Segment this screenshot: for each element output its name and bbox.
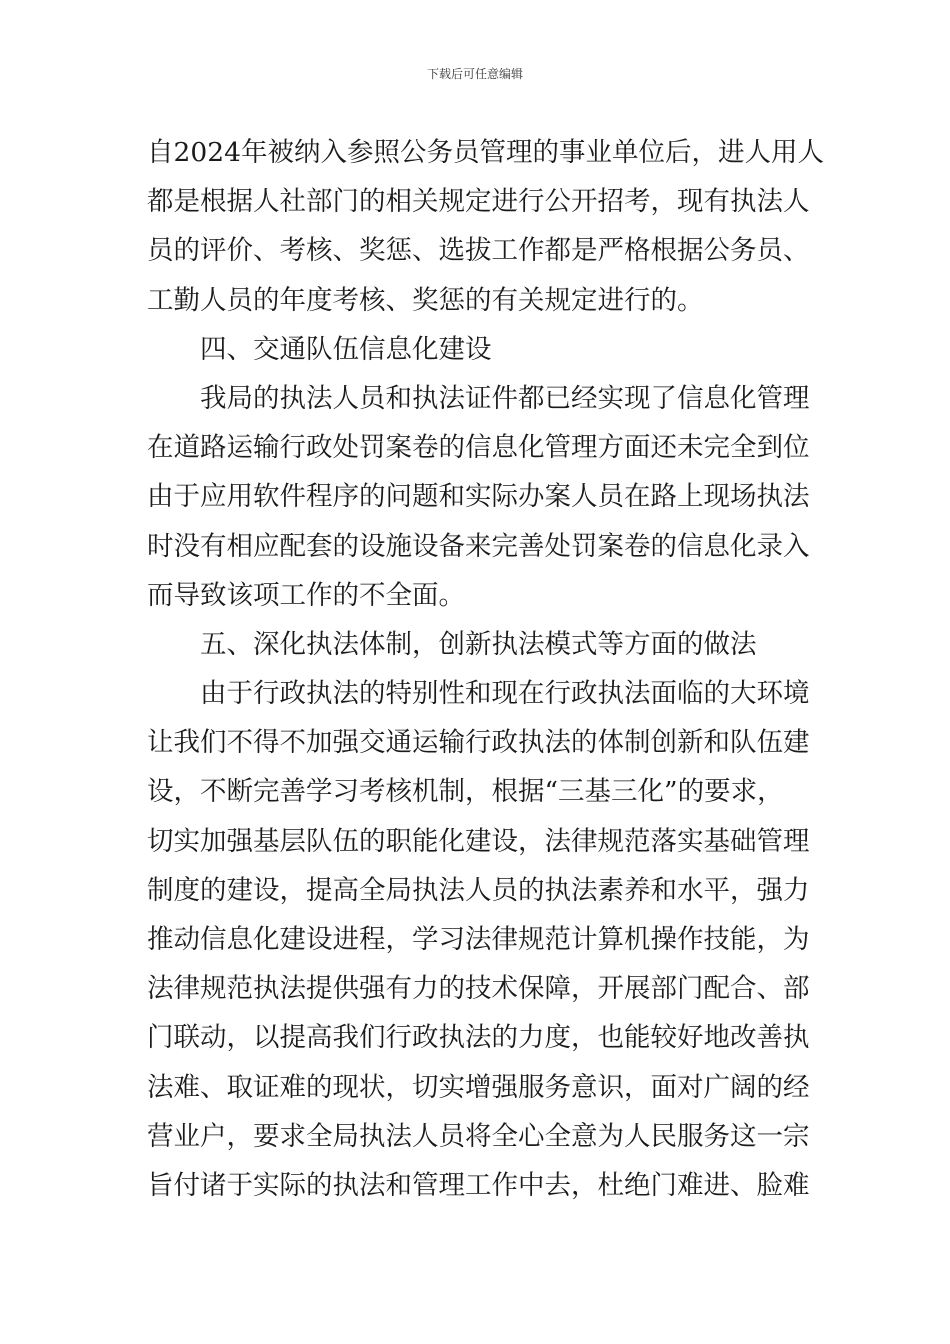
text-line-13: 让我们不得不加强交通运输行政执法的体制创新和队伍建: [147, 727, 810, 759]
text-line-20: 法难、取证难的现状，切实增强服务意识，面对广阔的经: [147, 1071, 810, 1103]
text-line-10: 而导致该项工作的不全面。: [147, 579, 465, 611]
text-line-14: 设，不断完善学习考核机制，根据“三基三化”的要求，: [147, 776, 784, 808]
text-line-1: 自2024年被纳入参照公务员管理的事业单位后，进人用人: [147, 137, 824, 168]
text-line-22: 旨付诸于实际的执法和管理工作中去，杜绝门难进、脸难: [147, 1169, 810, 1201]
text-line-17: 推动信息化建设进程，学习法律规范计算机操作技能，为: [147, 924, 810, 955]
text-line-18: 法律规范执法提供强有力的技术保障，开展部门配合、部: [147, 973, 810, 1005]
section-heading-4: 四、交通队伍信息化建设: [200, 333, 492, 365]
text-line-19: 门联动，以提高我们行政执法的力度，也能较好地改善执: [147, 1022, 810, 1054]
text-line-7: 在道路运输行政处罚案卷的信息化管理方面还未完全到位: [147, 432, 810, 464]
section-heading-5: 五、深化执法体制，创新执法模式等方面的做法: [200, 628, 757, 660]
text-line-16: 制度的建设，提高全局执法人员的执法素养和水平，强力: [147, 874, 810, 906]
document-body: [147, 128, 824, 1210]
page-header: 下载后可任意编辑: [426, 67, 523, 81]
text-line-9: 时没有相应配套的设施设备来完善处罚案卷的信息化录入: [147, 530, 810, 562]
text-line-21: 营业户，要求全局执法人员将全心全意为人民服务这一宗: [147, 1120, 810, 1152]
text-line-6: 我局的执法人员和执法证件都已经实现了信息化管理: [200, 382, 810, 414]
text-line-8: 由于应用软件程序的问题和实际办案人员在路上现场执法: [147, 481, 810, 513]
text-line-4: 工勤人员的年度考核、奖惩的有关规定进行的。: [147, 284, 704, 316]
text-line-12: 由于行政执法的特别性和现在行政执法面临的大环境: [200, 678, 810, 710]
text-line-3: 员的评价、考核、奖惩、选拔工作都是严格根据公务员、: [147, 235, 810, 267]
text-line-2: 都是根据人社部门的相关规定进行公开招考，现有执法人: [147, 186, 810, 218]
text-line-15: 切实加强基层队伍的职能化建设，法律规范落实基础管理: [147, 825, 810, 857]
